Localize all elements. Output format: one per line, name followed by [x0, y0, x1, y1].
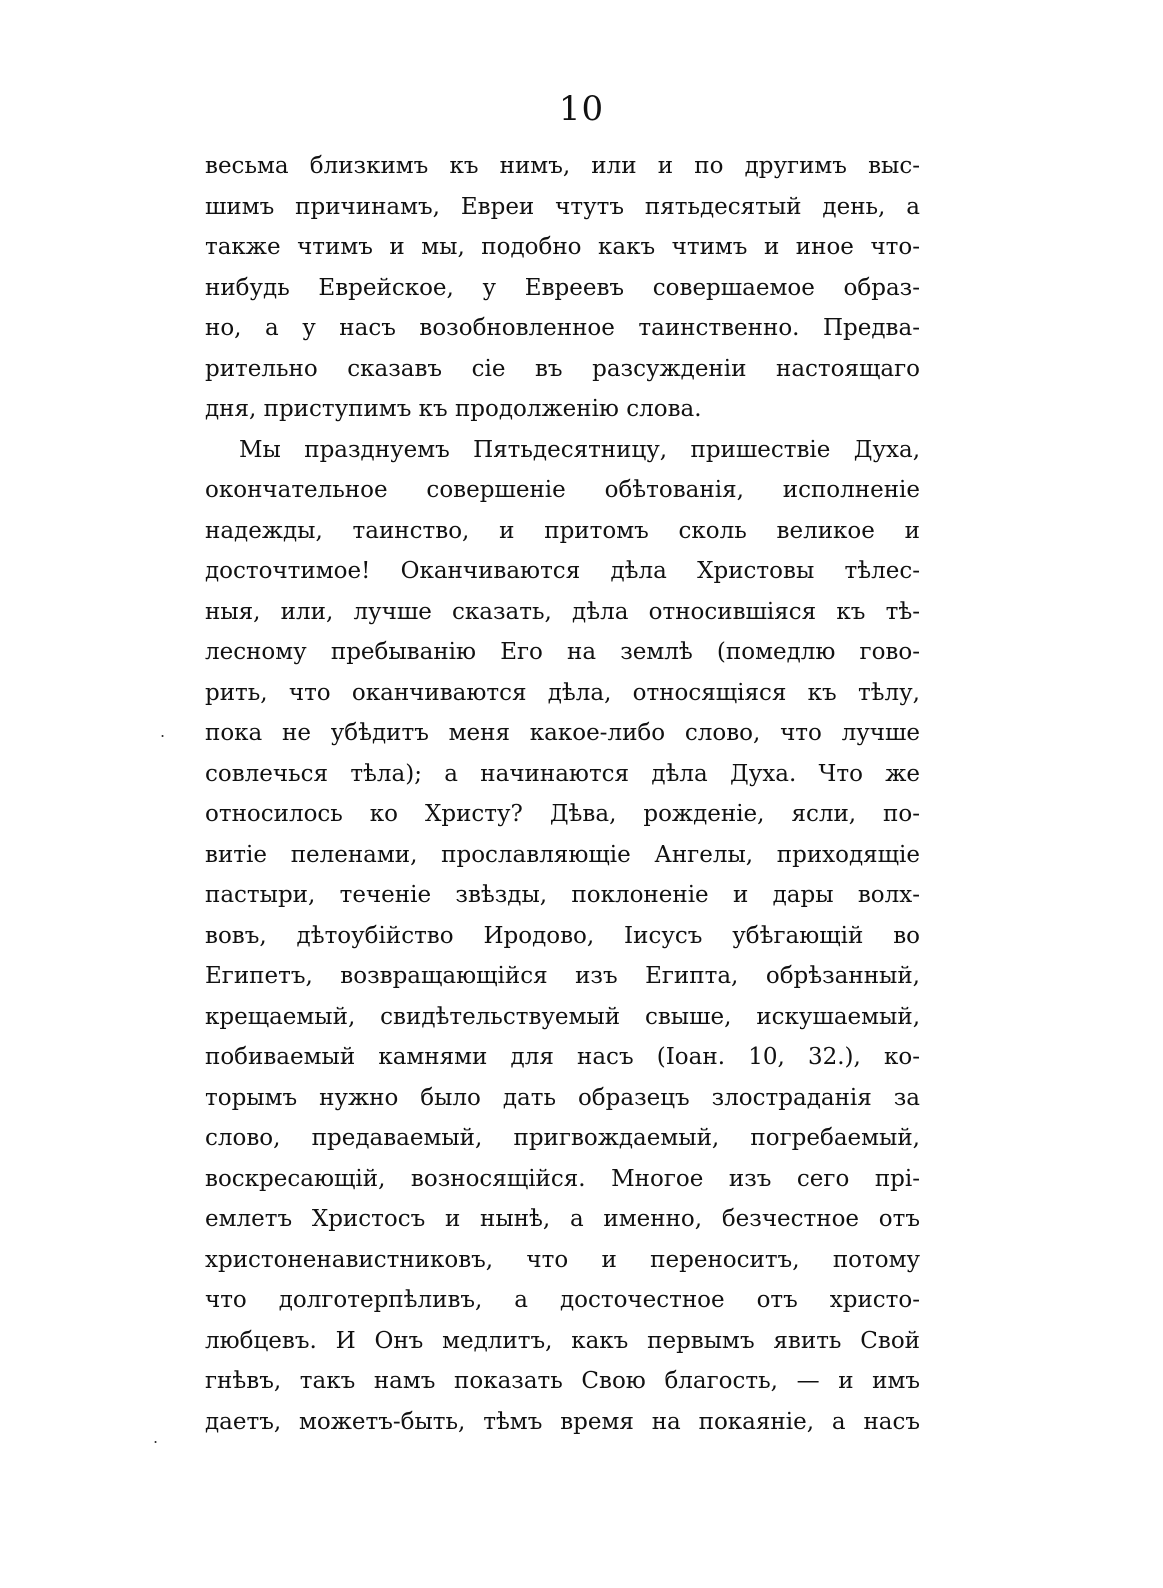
text-line: пока не убѣдитъ меня какое-либо слово, что лучше [205, 720, 920, 746]
text-line: относилось ко Христу? Дѣва, рожденіе, ясли, по- [205, 801, 920, 827]
text-line: Египетъ, возвращающійся изъ Египта, обрѣзанный, [205, 963, 920, 989]
page-number: 10 [558, 89, 605, 129]
text-line: витіе пеленами, прославляющіе Ангелы, приходящіе [205, 841, 920, 868]
text-line: побиваемый камнями для насъ (Іоан. 10, 32.), ко- [205, 1044, 920, 1070]
text-line: также чтимъ и мы, подобно какъ чтимъ и иное что- [205, 234, 920, 260]
text-line: досточтимое! Оканчиваются дѣла Христовы тѣлес- [205, 558, 920, 584]
text-line: крещаемый, свидѣтельствуемый свыше, искушаемый, [205, 1003, 920, 1030]
text-line: даетъ, можетъ-быть, тѣмъ время на покаяніе, а насъ [205, 1408, 920, 1435]
text-line: нибудь Еврейское, у Евреевъ совершаемое образ- [205, 274, 920, 301]
text-line: надежды, таинство, и притомъ сколь великое и [205, 517, 920, 544]
text-line: весьма близкимъ къ нимъ, или и по другимъ выс- [205, 153, 920, 179]
text-line: емлетъ Христосъ и нынѣ, а именно, безчестное отъ [205, 1206, 920, 1232]
paragraph-start-line: Мы празднуемъ Пятьдесятницу, пришествіе Духа, [239, 436, 920, 463]
text-line: шимъ причинамъ, Евреи чтутъ пятьдесятый день, а [205, 193, 920, 220]
text-line: христоненавистниковъ, что и переноситъ, потому [205, 1246, 920, 1273]
text-line: лесному пребыванію Его на землѣ (помедлю гово- [205, 639, 920, 665]
text-line: слово, предаваемый, пригвождаемый, погребаемый, [205, 1125, 920, 1151]
text-line: воскресающій, возносящійся. Многое изъ сего прі- [205, 1165, 920, 1192]
text-line: но, а у насъ возобновленное таинственно. Предва- [205, 315, 920, 341]
text-line: торымъ нужно было дать образецъ злостраданія за [205, 1084, 920, 1111]
text-line: ныя, или, лучше сказать, дѣла относившіяся къ тѣ- [205, 598, 920, 625]
margin-mark: . [153, 1428, 159, 1447]
text-line: что долготерпѣливъ, а досточестное отъ христо- [205, 1287, 920, 1313]
text-line: рительно сказавъ сіе въ разсужденіи настоящаго [205, 355, 920, 382]
body-text [205, 146, 920, 1442]
text-line: гнѣвъ, такъ намъ показать Свою благость, — и имъ [205, 1368, 920, 1394]
text-line: пастыри, теченіе звѣзды, поклоненіе и дары волх- [205, 882, 920, 908]
text-line: совлечься тѣла); а начинаются дѣла Духа. Что же [205, 760, 920, 787]
text-line: вовъ, дѣтоубійство Иродово, Іисусъ убѣгающій во [205, 922, 920, 949]
text-line: любцевъ. И Онъ медлитъ, какъ первымъ явить Свой [205, 1327, 920, 1354]
text-line: дня, приступимъ къ продолженію слова. [205, 396, 702, 422]
margin-mark: . [160, 722, 166, 741]
text-line: окончательное совершеніе обѣтованія, исполненіе [205, 477, 920, 503]
text-line: рить, что оканчиваются дѣла, относящіяся къ тѣлу, [205, 679, 920, 706]
